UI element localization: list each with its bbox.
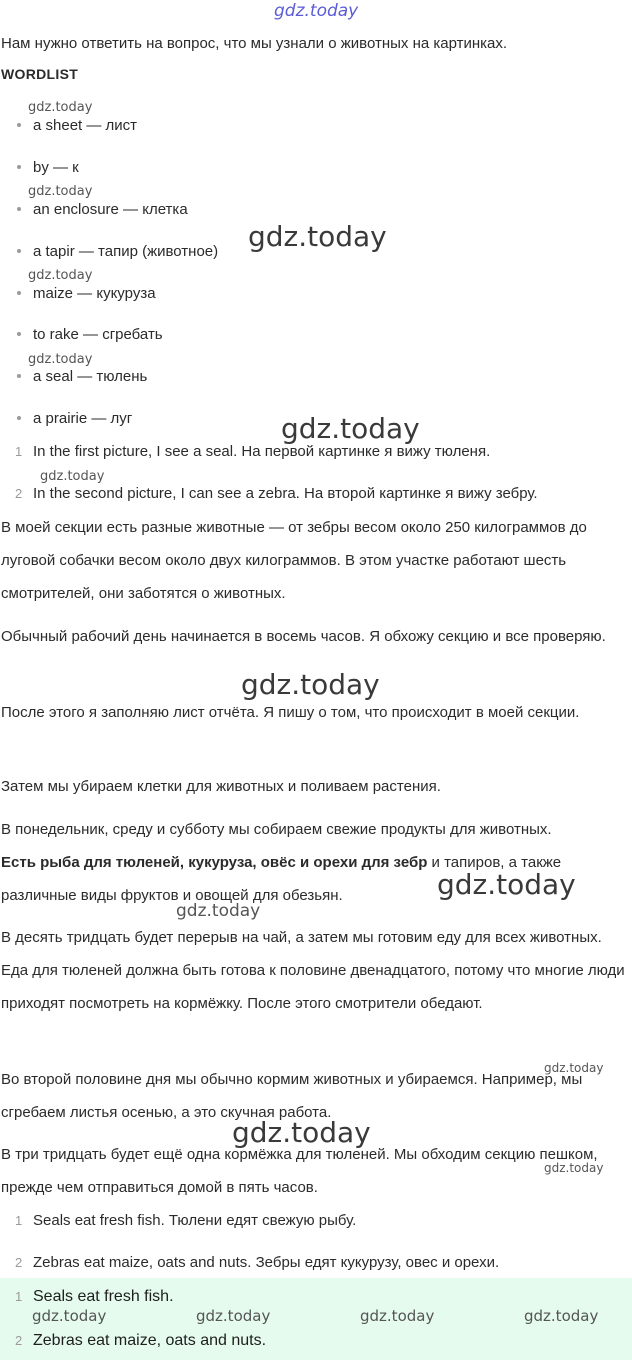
intro-text: Нам нужно ответить на вопрос, что мы узнали о животных на картинках. <box>1 35 508 52</box>
answer: 2 Zebras eat maize, oats and nuts. <box>15 1332 267 1349</box>
watermark: gdz.today <box>28 184 93 199</box>
bullet-icon <box>17 123 21 127</box>
picture-sentence: 2 In the second picture, I can see a zebra. На второй картинке я вижу зебру. <box>15 485 538 502</box>
watermark: gdz.today <box>544 1061 604 1075</box>
bullet-icon <box>17 165 21 169</box>
wordlist-item: by — к <box>17 158 79 178</box>
paragraph: После этого я заполняю лист отчёта. Я пишу о том, что происходит в моей секции. <box>1 704 580 721</box>
bullet-icon <box>17 374 21 378</box>
watermark: gdz.today <box>360 1307 435 1325</box>
watermark: gdz.today <box>176 901 261 921</box>
wordlist-item: a sheet — лист <box>17 116 137 136</box>
bullet-icon <box>17 291 21 295</box>
paragraph: В десять тридцать будет перерыв на чай, а затем мы готовим еду для всех животных. Еда для тюленей должна быть готова к половине двенадцатого, потому что многие люди приходят посмотреть на кормёжку. После этого смотрители обедают. <box>1 929 625 1012</box>
watermark: gdz.today <box>437 868 576 901</box>
watermark: gdz.today <box>544 1161 604 1175</box>
bullet-icon <box>17 207 21 211</box>
paragraph: Во второй половине дня мы обычно кормим животных и убираемся. Например, мы сгребаем листья осенью, а это скучная работа. <box>1 1071 583 1121</box>
watermark: gdz.today <box>241 668 380 701</box>
watermark: gdz.today <box>28 100 93 115</box>
watermark: gdz.today <box>40 469 105 484</box>
wordlist-item: a seal — тюлень <box>17 367 147 387</box>
wordlist-item: a prairie — луг <box>17 409 132 429</box>
bullet-icon <box>17 332 21 336</box>
paragraph: Затем мы убираем клетки для животных и поливаем растения. <box>1 778 441 795</box>
watermark: gdz.today <box>274 1 359 21</box>
picture-sentence: 1 In the first picture, I see a seal. На первой картинке я вижу тюленя. <box>15 443 491 460</box>
watermark: gdz.today <box>281 412 420 445</box>
watermark: gdz.today <box>28 268 93 283</box>
answer: 1 Seals eat fresh fish. <box>15 1288 174 1305</box>
wordlist-item: to rake — сгребать <box>17 325 163 345</box>
paragraph: В понедельник, среду и субботу мы собираем свежие продукты для животных. <box>1 821 552 838</box>
watermark: gdz.today <box>32 1307 107 1325</box>
paragraph-bold: Есть рыба для тюленей, кукуруза, овёс и орехи для зебр <box>1 854 428 871</box>
paragraph: Обычный рабочий день начинается в восемь часов. Я обхожу секцию и все проверяю. <box>1 628 606 645</box>
bullet-icon <box>17 416 21 420</box>
statement: 1 Seals eat fresh fish. Тюлени едят свежую рыбу. <box>15 1212 357 1229</box>
watermark: gdz.today <box>248 220 387 253</box>
wordlist-item: maize — кукуруза <box>17 284 156 304</box>
watermark: gdz.today <box>232 1116 371 1149</box>
paragraph: Есть рыба для тюленей, кукуруза, овёс и орехи для зебр и тапиров, а также различные виды фруктов и овощей для обезьян. <box>1 854 562 904</box>
watermark: gdz.today <box>524 1307 599 1325</box>
paragraph: В три тридцать будет ещё одна кормёжка для тюленей. Мы обходим секцию пешком, прежде чем отправиться домой в пять часов. <box>1 1146 598 1196</box>
bullet-icon <box>17 249 21 253</box>
paragraph: В моей секции есть разные животные — от зебры весом около 250 килограммов до луговой собачки весом около двух килограммов. В этом участке работают шесть смотрителей, они заботятся о животных. <box>1 519 587 602</box>
wordlist-title: WORDLIST <box>1 66 79 82</box>
watermark: gdz.today <box>196 1307 271 1325</box>
answers-block <box>0 1278 632 1360</box>
watermark: gdz.today <box>28 352 93 367</box>
statement: 2 Zebras eat maize, oats and nuts. Зебры едят кукурузу, овес и орехи. <box>15 1254 500 1271</box>
wordlist-item: a tapir — тапир (животное) <box>17 242 218 262</box>
wordlist-item: an enclosure — клетка <box>17 200 188 220</box>
